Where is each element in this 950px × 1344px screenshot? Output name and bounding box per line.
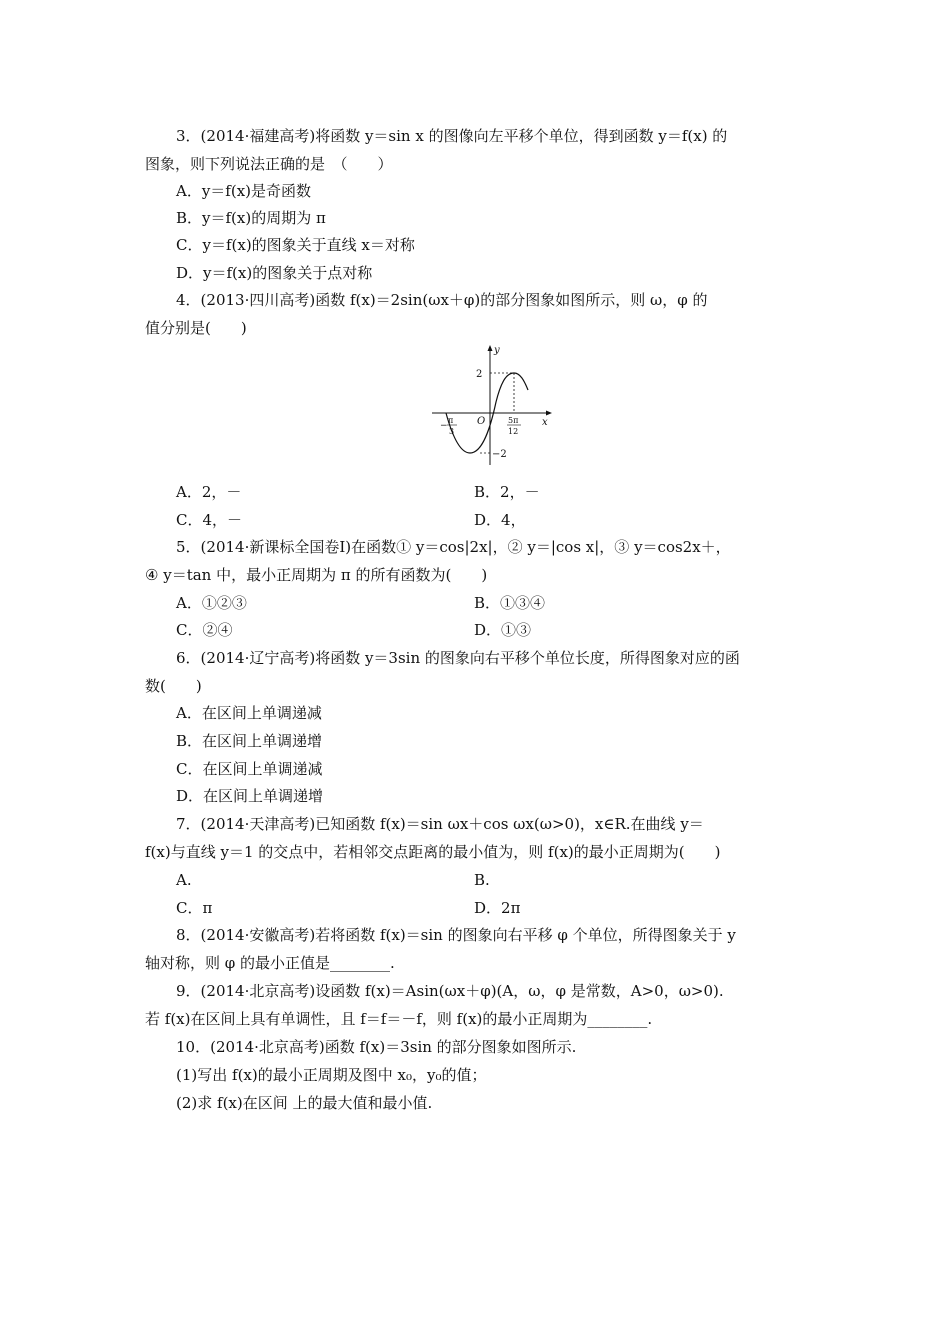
q6-option-b: B．在区间上单调递增 [176, 732, 323, 750]
q9-stem-line2: 若 f(x)在区间上具有单调性，且 f＝f＝－f，则 f(x)的最小正周期为________. [145, 1010, 653, 1028]
q5-option-c: C．②④ [176, 621, 233, 639]
y-min-label: −2 [492, 449, 507, 460]
q5-option-d: D．①③ [474, 621, 532, 639]
q5-option-b: B．①③④ [474, 594, 546, 612]
q8-stem-line1: 8．(2014·安徽高考)若将函数 f(x)＝sin 的图象向右平移 φ 个单位，所得图象关于 y [176, 926, 736, 944]
q7-stem-line1: 7．(2014·天津高考)已知函数 f(x)＝sin ωx＋cos ωx(ω>0)，x∈R.在曲线 y＝ [176, 815, 704, 833]
q4-option-c: C．4，－ [176, 511, 243, 529]
q6-option-c: C．在区间上单调递减 [176, 760, 323, 778]
q3-option-d: D．y＝f(x)的图象关于点对称 [176, 264, 373, 282]
q7-stem-line2: f(x)与直线 y＝1 的交点中，若相邻交点距离的最小值为，则 f(x)的最小正周期为( ) [145, 843, 721, 861]
q4-option-a: A．2，－ [176, 483, 242, 501]
x-axis-arrow [546, 411, 552, 416]
q9-stem-line1: 9．(2014·北京高考)设函数 f(x)＝Asin(ωx＋φ)(A，ω，φ 是常数，A>0，ω>0). [176, 982, 724, 1000]
q6-option-d: D．在区间上单调递增 [176, 787, 324, 805]
q8-stem-line2: 轴对称，则 φ 的最小正值是________. [145, 954, 395, 972]
q4-stem-line2: 值分别是( ) [145, 319, 247, 337]
sine-graph-figure [430, 340, 560, 470]
q10-subquestion-2: (2)求 f(x)在区间 上的最大值和最小值. [176, 1094, 433, 1112]
q3-option-c: C．y＝f(x)的图象关于直线 x＝对称 [176, 236, 415, 254]
y-max-label: 2 [476, 369, 483, 380]
q10-subquestion-1: (1)写出 f(x)的最小正周期及图中 x₀，y₀的值； [176, 1066, 487, 1084]
x-left-sign: − [440, 421, 448, 431]
q3-option-a: A．y＝f(x)是奇函数 [176, 182, 312, 200]
x-left-denominator: 3 [449, 427, 455, 436]
q3-stem-line1: 3．(2014·福建高考)将函数 y＝sin x 的图像向左平移个单位，得到函数 y＝f(x) 的 [176, 127, 728, 145]
q3-stem-line2: 图象，则下列说法正确的是 （ ） [145, 155, 393, 173]
y-axis-label: y [494, 345, 500, 356]
q3-option-b: B．y＝f(x)的周期为 π [176, 209, 326, 227]
x-axis-label: x [542, 417, 548, 428]
q7-option-d: D．2π [474, 899, 521, 917]
x-right-numerator: 5π [508, 416, 519, 425]
q4-option-d: D．4， [474, 511, 526, 529]
q5-stem-line1: 5．(2014·新课标全国卷Ⅰ)在函数① y＝cos|2x|，② y＝|cos x|，③ y＝cos2x＋， [176, 538, 731, 556]
q6-stem-line1: 6．(2014·辽宁高考)将函数 y＝3sin 的图象向右平移个单位长度，所得图象对应的函 [176, 649, 740, 667]
q4-option-b: B．2，－ [474, 483, 540, 501]
q7-option-b: B. [474, 871, 490, 889]
q4-stem-line1: 4．(2013·四川高考)函数 f(x)＝2sin(ωx＋φ)的部分图象如图所示，则 ω，φ 的 [176, 291, 708, 309]
origin-label: O [477, 416, 486, 427]
q6-stem-line2: 数( ) [145, 677, 202, 695]
q10-stem-line1: 10．(2014·北京高考)函数 f(x)＝3sin 的部分图象如图所示. [176, 1038, 577, 1056]
q5-option-a: A．①②③ [176, 594, 247, 612]
q7-option-a: A. [176, 871, 192, 889]
q5-stem-line2: ④ y＝tan 中，最小正周期为 π 的所有函数为( ) [145, 566, 488, 584]
x-left-numerator: π [448, 416, 454, 425]
y-axis-arrow [488, 345, 493, 351]
x-right-denominator: 12 [508, 427, 519, 436]
q6-option-a: A．在区间上单调递减 [176, 704, 322, 722]
q7-option-c: C．π [176, 899, 213, 917]
